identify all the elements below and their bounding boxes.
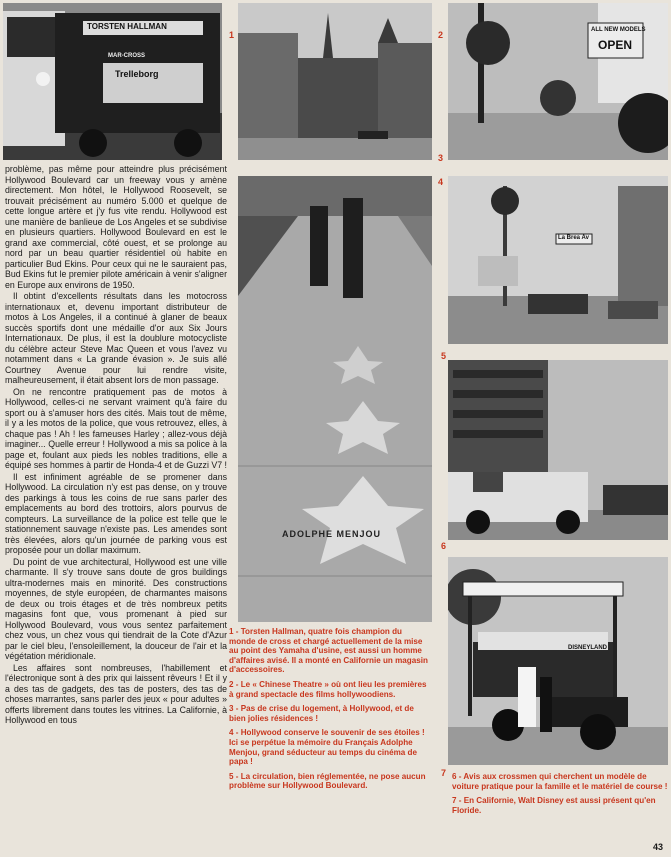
photo-disneyland-vehicle [448,557,668,765]
caption-7: 7 - En Californie, Walt Disney est aussi présent qu'en Floride. [452,796,656,815]
article-body [5,164,227,850]
captions-column-right [452,772,668,820]
photo-number-3: 3 [438,153,444,163]
photo-number-1: 1 [229,30,235,40]
caption-1: 1 - Torsten Hallman, quatre fois champion du monde de cross et chargé actuellement de la mise au point des Yamaha d'usine, est aussi un homme d'affaires avisé. Il a monté en Californie un magasin d'accessoires. [229,627,428,675]
article-paragraph-4: Il est infiniment agréable de se promener dans Hollywood. La circulation n'y est pas dense, on y trouve des parkings à tous les coins de rue sans parler des emplacements au bord des trottoirs, alors pourvus de compteurs. La surveillance de la police est telle que le stationnement sauvage n'existe pas. Les amendes sont très élevées, alors qu'un journée de parking vous est proposée pour un dollar maximum. [5,471,227,555]
van-text-hallman: TORSTEN HALLMAN [87,22,167,31]
caption-2: 2 - Le « Chinese Theatre » où ont lieu les premières à grand spectacle des films hollywoodiens. [229,679,427,699]
photo-truck [448,360,668,540]
page-number: 43 [652,842,663,852]
article-paragraph-5: Du point de vue architectural, Hollywood est une ville charmante. Il s'y trouve sans doute de gros buildings ultra-modernes mais en minorité. Des constructions moyennes, de style européen, de charmantes maisons de deux ou trois étages et de très nombreux petits magasins font que, vous promenant à pied sur Hollywood Boulevard, vous vous sentez parfaitement chez vous, un chez vous qui tiendrait de la Cote d'Azur par le ciel bleu, l'ensoleillement, la douceur de l'air et la végétation méridionale. [5,556,227,661]
photo-hallman-van [3,3,222,160]
vehicle-sign-disneyland: DISNEYLAND [568,645,608,651]
photo-number-5: 5 [441,351,447,361]
captions-column-left [229,627,430,796]
photo-la-brea [448,176,668,344]
caption-5: 5 - La circulation, bien réglementée, ne pose aucun problème sur Hollywood Boulevard. [229,771,426,791]
article-paragraph-6: Les affaires sont nombreuses, l'habillement et l'électronique sont à des prix qui laissent rêveurs ! Et il y a des tas de gadgets, des tas de posters, des tas de choses marrantes, sans parler des jeux « pour adultes » offerts librement dans toutes les vitrines. La Californie, à Hollywood en tous [5,662,227,725]
sign-open: OPEN [598,38,633,52]
photo-number-6: 6 [441,541,447,551]
photo-residences [448,3,668,160]
sign-all-new-models: ALL NEW MODELS [591,27,646,33]
van-text-trelleborg: Trelleborg [115,69,159,79]
photo-number-7: 7 [441,768,447,778]
van-text-marcross: MAR-CROSS [108,53,145,59]
photo-walk-of-fame [238,176,432,622]
article-paragraph-3: On ne rencontre pratiquement pas de motos à Hollywood, celles-ci ne servant vraiment qu'à faire du sport ou à s'amuser hors des cités. Mais tout de même, il y a les motos de la police, que vous retrouvez, elles, à chaque pas ! Ah ! les fameuses Harley ; allez-vous déjà imaginer... Quelle erreur ! Hollywood a mis sa police à la page et, foulant aux pieds les nobles traditions, elle a équipé ses hommes à partir de Honda-4 et de Guzzi V7 ! [5,386,227,470]
photo-chinese-theatre [238,3,432,160]
article-paragraph-2: Il obtint d'excellents résultats dans les motocross internationaux et, devenu important distributeur de motos à Los Angeles, il a continué à glaner de beaux succès sportifs dont une médaille d'or aux Six Jours Internationaux. De plus, il est la doublure motocycliste du célèbre acteur Steve Mac Queen et vous l'avez vu notamment dans « La grande évasion ». Je suis allé Courtney Avenue pour lui rendre visite, malheureusement, il était absent lors de mon passage. [5,291,227,385]
caption-6: 6 - Avis aux crossmen qui cherchent un modèle de voiture pratique pour la famille et le matériel de course ! [452,772,668,791]
caption-4: 4 - Hollywood conserve le souvenir de ses étoiles ! Ici se perpétue la mémoire du Français Adolphe Menjou, grand séducteur au temps du cinéma de papa ! [229,728,425,767]
photo-number-4: 4 [438,177,444,187]
star-name-menjou: ADOLPHE MENJOU [282,529,382,539]
photo-number-2: 2 [438,30,444,40]
caption-3: 3 - Pas de crise du logement, à Hollywood, et de bien jolies résidences ! [229,704,414,723]
article-paragraph-1: problème, pas même pour atteindre plus précisément Hollywood Boulevard car un freeway vous y amène directement. Mon hôtel, le Hollywood Roosevelt, se trouvait précisément au numéro 5.000 et quelque de cette longue artère et j'y fus vite rendu. Hollywood est une manière de banlieue de Los Angeles et se subdivise en plusieurs quartiers. Hollywood Boulevard en est le grand axe commercial, côté ouest, et se prolonge au nord par un beau quartier résidentiel où habite en particulier Bud Ekins. Pour ceux qui ne le sauraient pas, Bud Ekins fut le premier pilote américain à venir s'aligner en Europe aux environs de 1950. [5,164,227,290]
street-sign-la-brea: La Brea Av [558,235,589,241]
